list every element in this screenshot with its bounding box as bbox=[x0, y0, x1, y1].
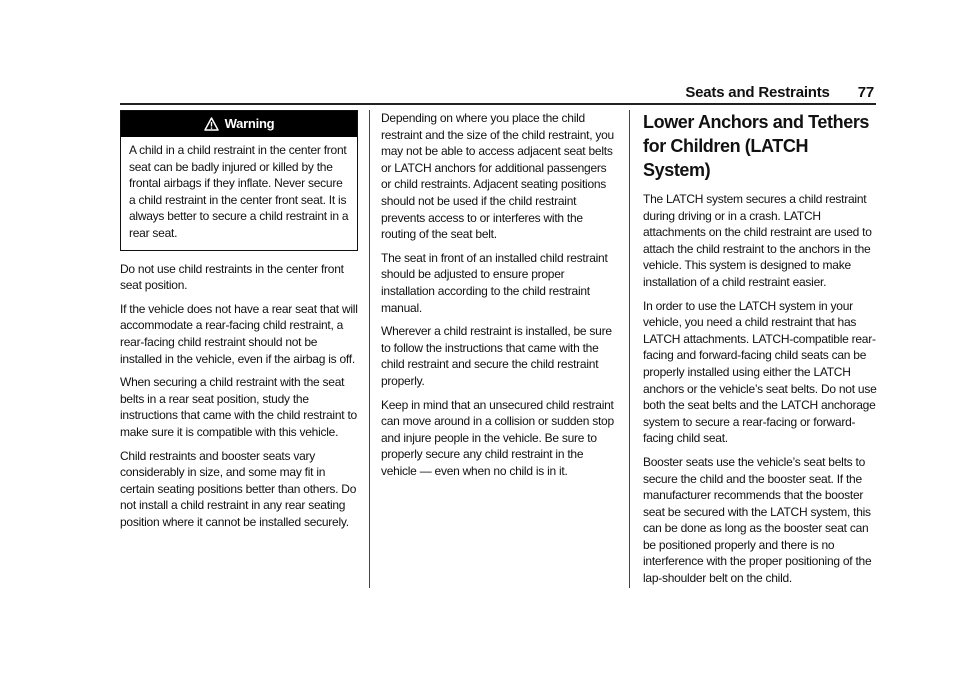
paragraph: Booster seats use the vehicle’s seat belts to secure the child and the booster seat. If the manufacturer recommends that the booster seat be secured with the LATCH system, this can be done as long as the booster seat can be positioned properly and there is no interference with the proper positioning of the lap-shoulder belt on the child. bbox=[643, 454, 872, 586]
paragraph: Keep in mind that an unsecured child restraint can move around in a collision or sudden stop and injure people in the vehicle. Be sure to properly secure any child restraint in the vehicle — even when no child is in it. bbox=[381, 397, 614, 478]
paragraph: Child restraints and booster seats vary considerably in size, and some may fit in certain seating positions better than others. Do not install a child restraint in any rear seating position where it cannot be installed securely. bbox=[120, 448, 357, 529]
paragraph: The seat in front of an installed child restraint should be adjusted to ensure proper installation according to the child restraint manual. bbox=[381, 250, 608, 315]
warning-triangle-icon bbox=[204, 117, 219, 131]
warning-box bbox=[120, 110, 358, 251]
warning-title: Warning bbox=[224, 116, 275, 131]
column-divider bbox=[369, 110, 370, 588]
paragraph: In order to use the LATCH system in your vehicle, you need a child restraint that has LATCH attachments. LATCH-compatible rear-facing and forward-facing child seats can be properly installed using either the LATCH anchors or the vehicle’s seat belts. Do not use both the seat belts and the LATCH anchorage system to secure a rear-facing or forward-facing child seat. bbox=[643, 298, 877, 446]
column-3 bbox=[643, 110, 878, 594]
paragraph: If the vehicle does not have a rear seat that will accommodate a rear-facing child restraint, a rear-facing child restraint should not be installed in the vehicle, even if the airbag is off. bbox=[120, 301, 358, 366]
paragraph: Wherever a child restraint is installed, be sure to follow the instructions that came with the child restraint and secure the child restraint properly. bbox=[381, 324, 612, 388]
warning-text: A child in a child restraint in the center front seat can be badly injured or killed by the frontal airbags if they inflate. Never secure a child restraint in the center front seat. It is always better to secure a child restraint in a rear seat. bbox=[129, 143, 349, 240]
column-2 bbox=[381, 110, 617, 486]
section-heading: Lower Anchors and Tethers for Children (LATCH System) bbox=[643, 112, 870, 180]
warning-header bbox=[121, 111, 357, 137]
paragraph: The LATCH system secures a child restraint during driving or in a crash. LATCH attachments on the child restraint are used to attach the child restraint to the anchors in the vehicle. This system is designed to make installation of a child restraint easier. bbox=[643, 192, 872, 289]
page-number: 77 bbox=[857, 84, 874, 101]
column-divider bbox=[629, 110, 630, 588]
section-title: Seats and Restraints bbox=[685, 84, 830, 101]
page-header bbox=[685, 84, 874, 101]
paragraph: Depending on where you place the child restraint and the size of the child restraint, you may not be able to access adjacent seat belts or LATCH anchors for additional passengers or child restraints. Adjacent seating positions should not be used if the child restraint prevents access to or interferes with the routing of the seat belt. bbox=[381, 111, 614, 242]
header-divider bbox=[120, 103, 876, 105]
paragraph: Do not use child restraints in the center front seat position. bbox=[120, 261, 344, 293]
paragraph: When securing a child restraint with the seat belts in a rear seat position, study the instructions that came with the child restraint to make sure it is compatible with this vehicle. bbox=[120, 375, 357, 439]
column-1 bbox=[120, 110, 358, 537]
